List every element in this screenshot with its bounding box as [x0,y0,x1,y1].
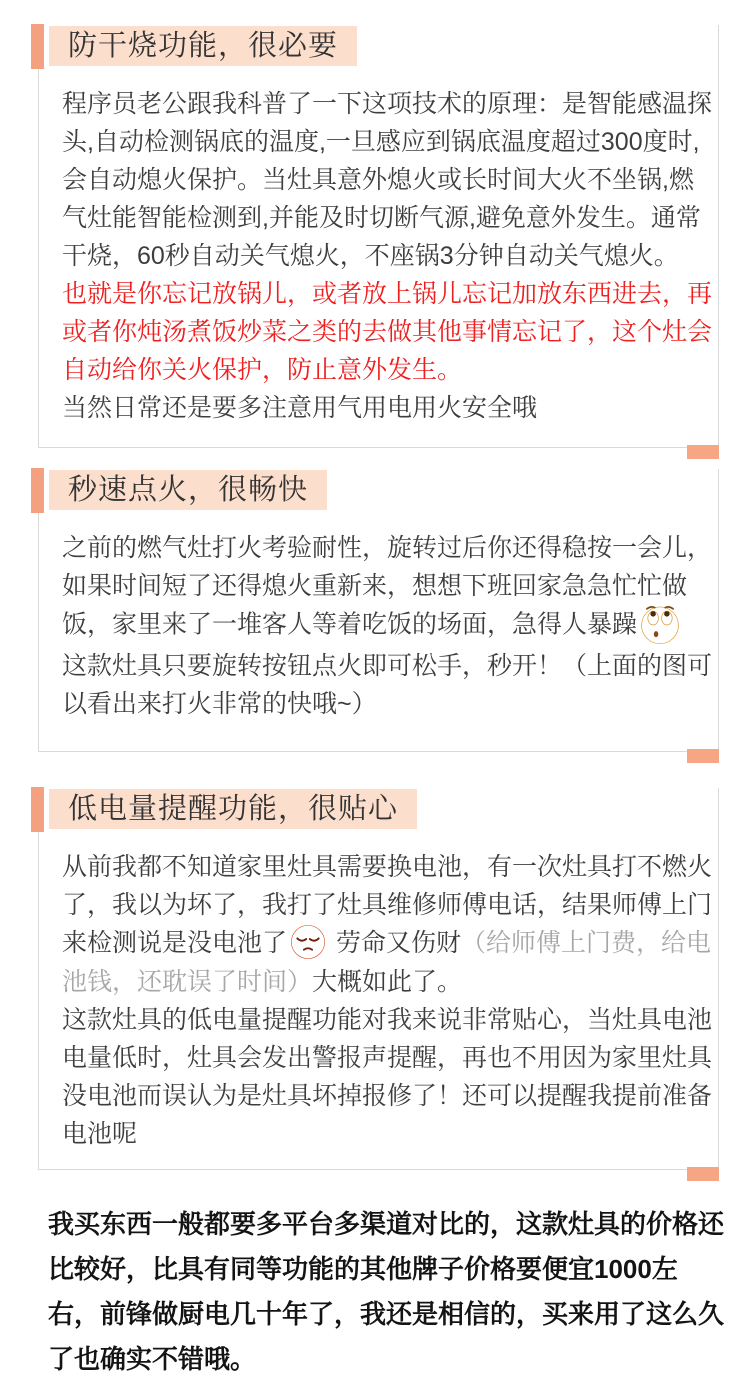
body-paragraph [62,275,714,389]
body-text: 程序员老公跟我科普了一下这项技术的原理：是智能感温探头,自动检测锅底的温度,一旦感应到锅底温度超过300度时,会自动熄火保护。当灶具意外熄火或长时间大火不坐锅,燃气灶能智能检测到,并能及时切断气源,避免意外发生。通常干烧，60秒自动关气熄火，不座锅3分钟自动关气熄火。 [62,90,713,270]
section-heading-text: 低电量提醒功能，很贴心 [49,789,417,829]
section-body [62,529,714,723]
emphasis-red-text: 也就是你忘记放锅儿，或者放上锅儿忘记加放东西进去，再或者你炖汤煮饭炒菜之类的去做其他事情忘记了，这个灶会自动给你关火保护，防止意外发生。 [62,280,713,384]
feature-card [38,788,719,1170]
section-heading-text: 秒速点火，很畅快 [49,470,327,510]
corner-accent-tab [687,1167,719,1181]
feature-sections [0,25,750,1170]
pensive-face-emoji-icon [289,923,327,961]
body-text: 大概如此了。 [312,968,463,997]
corner-accent-tab [687,445,719,459]
feature-card [38,25,719,448]
body-paragraph [62,529,714,647]
body-paragraph [62,85,714,275]
rolling-eyes-emoji [639,603,681,645]
body-text: 从前我都不知道家里灶具需要换电池，有一次灶具打不燃火了，我以为坏了，我打了灶具维修师傅电话，结果师傅上门来检测说是没电池了 [62,853,713,957]
corner-accent-tab [687,749,719,763]
body-paragraph [62,389,714,427]
section-body [62,85,714,427]
section-body [62,848,714,1153]
section-heading-text: 防干烧功能，很必要 [49,26,357,66]
section-heading [39,788,718,832]
body-text: 这款灶具的低电量提醒功能对我来说非常贴心，当灶具电池电量低时，灶具会发出警报声提醒，再也不用因为家里灶具没电池而误认为是灶具坏掉报修了！还可以提醒我提前准备电池呢 [62,1006,713,1149]
body-text: 这款灶具只要旋转按钮点火即可松手，秒开！（上面的图可以看出来打火非常的快哦~） [62,652,713,718]
body-text: 之前的燃气灶打火考验耐性，旋转过后你还得稳按一会儿，如果时间短了还得熄火重新来，想想下班回家急急忙忙做饭，家里来了一堆客人等着吃饭的场面，急得人暴躁 [62,534,713,639]
pensive-red-emoji [289,923,327,961]
summary-paragraph: 我买东西一般都要多平台多渠道对比的，这款灶具的价格还比较好，比具有同等功能的其他牌子价格要便宜1000左右，前锋做厨电几十年了，我还是相信的，买来用了这么久了也确实不错哦。 [48,1209,725,1375]
section-heading [39,25,718,69]
parenthetical-gray-text: （给师傅上门费，给电池钱，还耽误了时间） [62,929,711,997]
body-text: 劳命又伤财 [329,929,461,957]
section-heading [39,469,718,513]
heading-accent-bar [31,787,44,832]
feature-card [38,469,719,752]
body-paragraph [62,1001,714,1153]
heading-accent-bar [31,468,44,513]
body-paragraph [62,647,714,723]
heading-accent-bar [31,24,44,69]
rolling-eyes-emoji-icon [639,603,681,645]
body-paragraph [62,848,714,1001]
body-text: 当然日常还是要多注意用气用电用火安全哦 [62,394,538,422]
